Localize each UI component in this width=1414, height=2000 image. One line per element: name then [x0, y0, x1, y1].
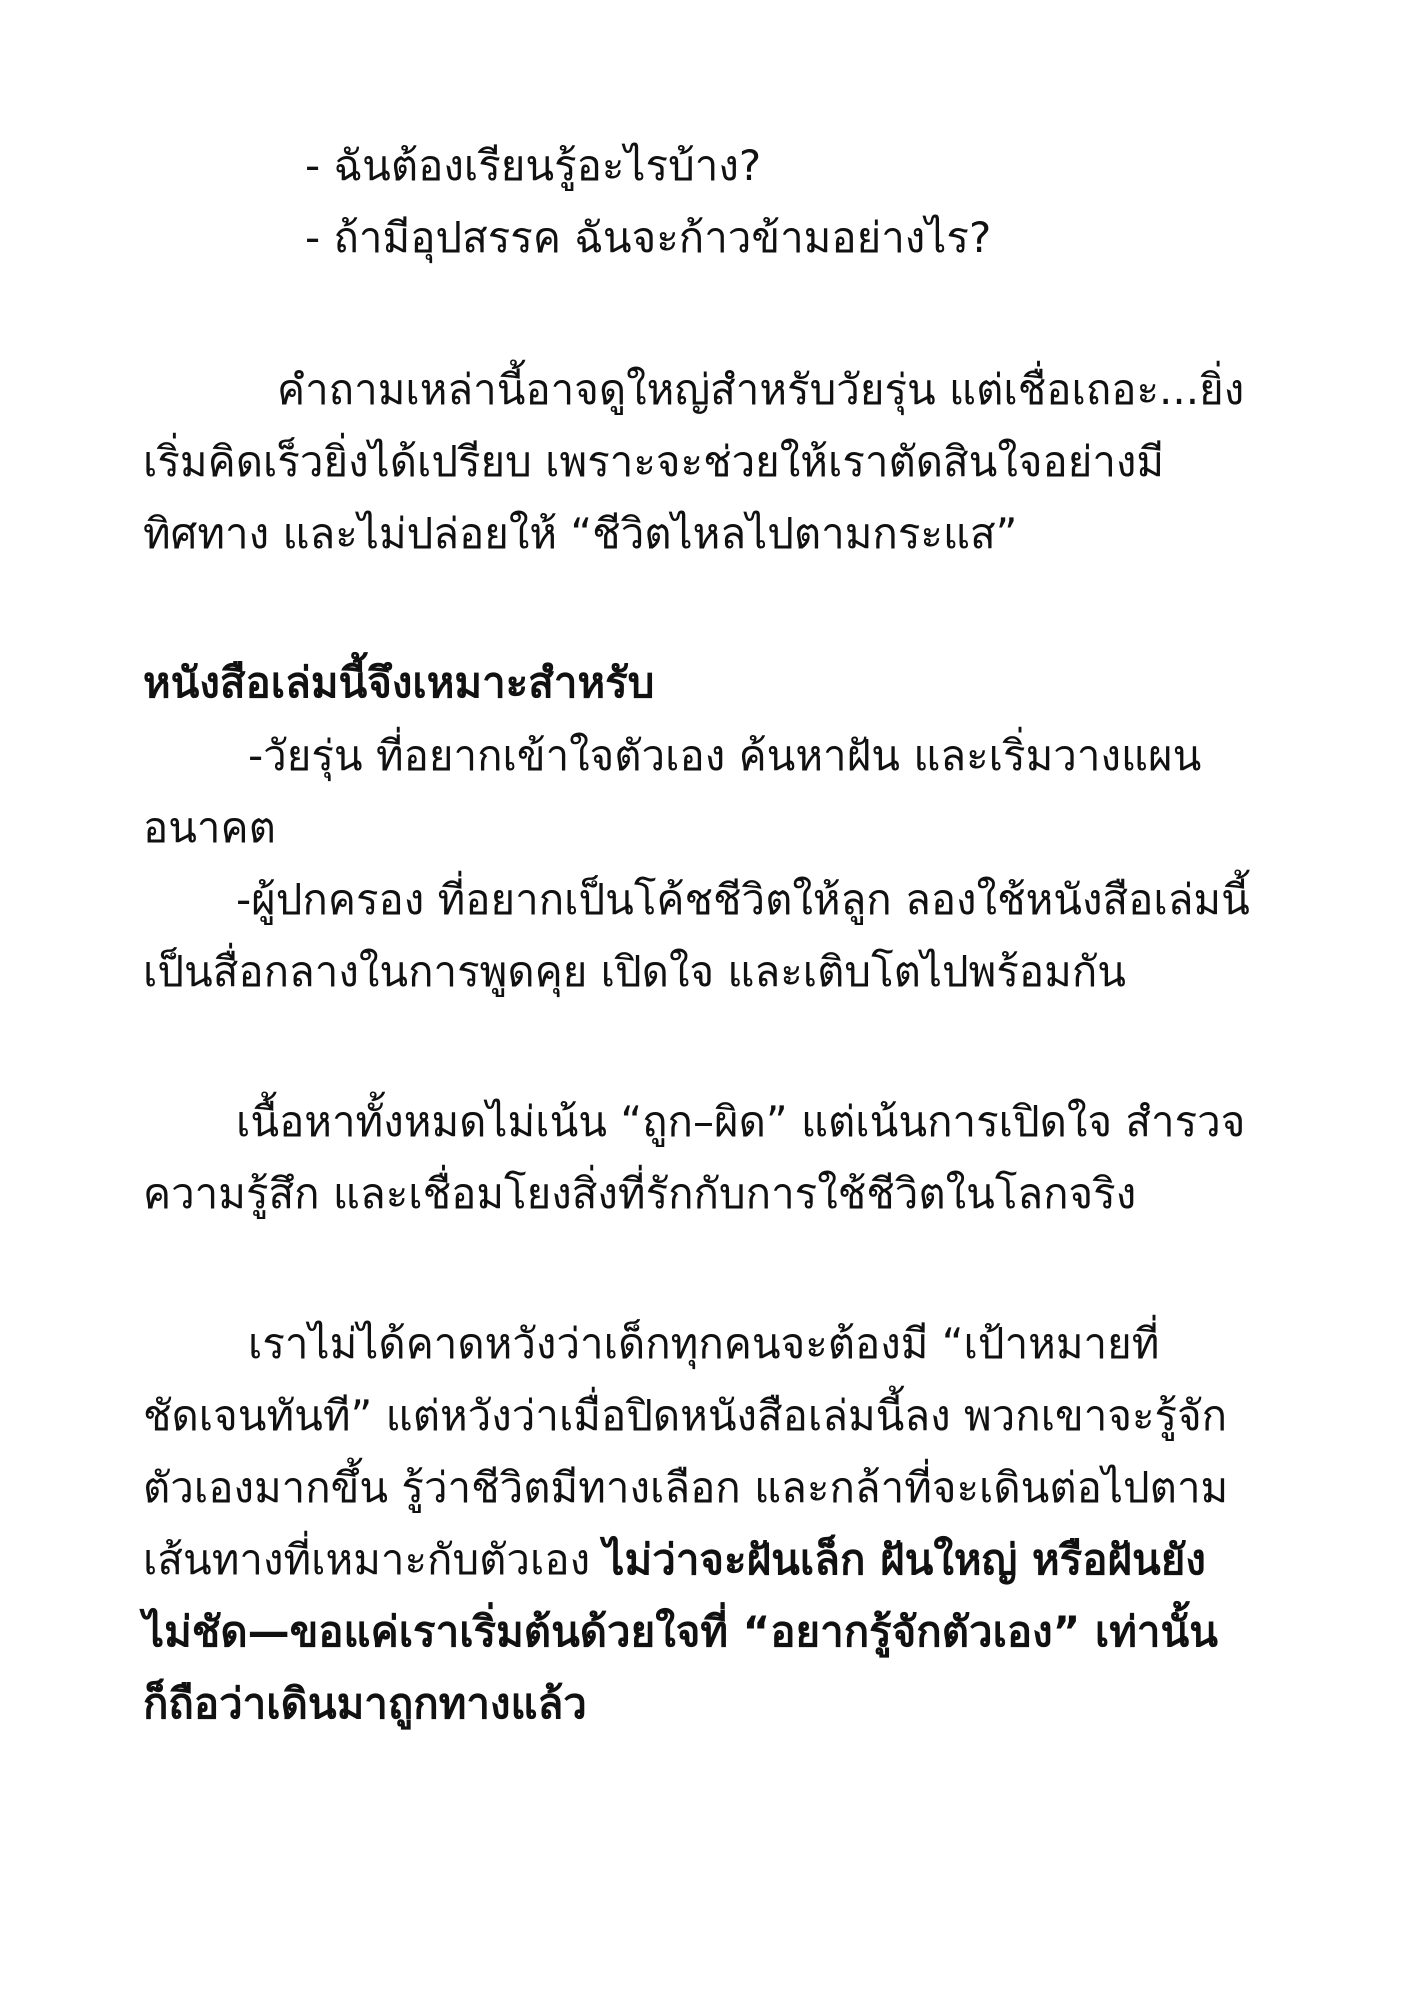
list-item-continuation: อนาคต: [143, 803, 276, 852]
question-line: - ฉันต้องเรียนรู้อะไรบ้าง?: [305, 141, 762, 190]
list-item-continuation: เป็นสื่อกลางในการพูดคุย เปิดใจ และเติบโตไปพร้อมกัน: [143, 947, 1126, 996]
paragraph-line: ตัวเองมากขึ้น รู้ว่าชีวิตมีทางเลือก และกล้าที่จะเดินต่อไปตาม: [143, 1463, 1229, 1512]
paragraph-line: เนื้อหาทั้งหมดไม่เน้น “ถูก–ผิด” แต่เน้นการเปิดใจ สำรวจ: [236, 1097, 1246, 1146]
plain-text: เส้นทางที่เหมาะกับตัวเอง: [143, 1535, 604, 1584]
paragraph-line: ชัดเจนทันที” แต่หวังว่าเมื่อปิดหนังสือเล่มนี้ลง พวกเขาจะรู้จัก: [143, 1391, 1228, 1440]
question-line: - ถ้ามีอุปสรรค ฉันจะก้าวข้ามอย่างไร?: [305, 213, 992, 262]
list-item: -วัยรุ่น ที่อยากเข้าใจตัวเอง ค้นหาฝัน และเริ่มวางแผน: [248, 731, 1202, 780]
paragraph-line: เราไม่ได้คาดหวังว่าเด็กทุกคนจะต้องมี “เป้าหมายที่: [248, 1319, 1160, 1368]
paragraph-line: เริ่มคิดเร็วยิ่งได้เปรียบ เพราะจะช่วยให้เราตัดสินใจอย่างมี: [143, 437, 1165, 486]
paragraph-line: คำถามเหล่านี้อาจดูใหญ่สำหรับวัยรุ่น แต่เชื่อเถอะ...ยิ่ง: [277, 365, 1245, 414]
bold-paragraph-line: ก็ถือว่าเดินมาถูกทางแล้ว: [143, 1679, 587, 1728]
paragraph-line: ทิศทาง และไม่ปล่อยให้ “ชีวิตไหลไปตามกระแส”: [143, 509, 1018, 558]
section-heading: หนังสือเล่มนี้จึงเหมาะสำหรับ: [143, 658, 655, 707]
bold-text: ไม่ว่าจะฝันเล็ก ฝันใหญ่ หรือฝันยัง: [603, 1535, 1206, 1584]
paragraph-line-mixed: [143, 1534, 1206, 1586]
list-item: -ผู้ปกครอง ที่อยากเป็นโค้ชชีวิตให้ลูก ลองใช้หนังสือเล่มนี้: [236, 875, 1250, 924]
paragraph-line: ความรู้สึก และเชื่อมโยงสิ่งที่รักกับการใช้ชีวิตในโลกจริง: [143, 1169, 1137, 1218]
bold-paragraph-line: ไม่ชัด—ขอแค่เราเริ่มต้นด้วยใจที่ “อยากรู้จักตัวเอง” เท่านั้น: [143, 1607, 1218, 1656]
